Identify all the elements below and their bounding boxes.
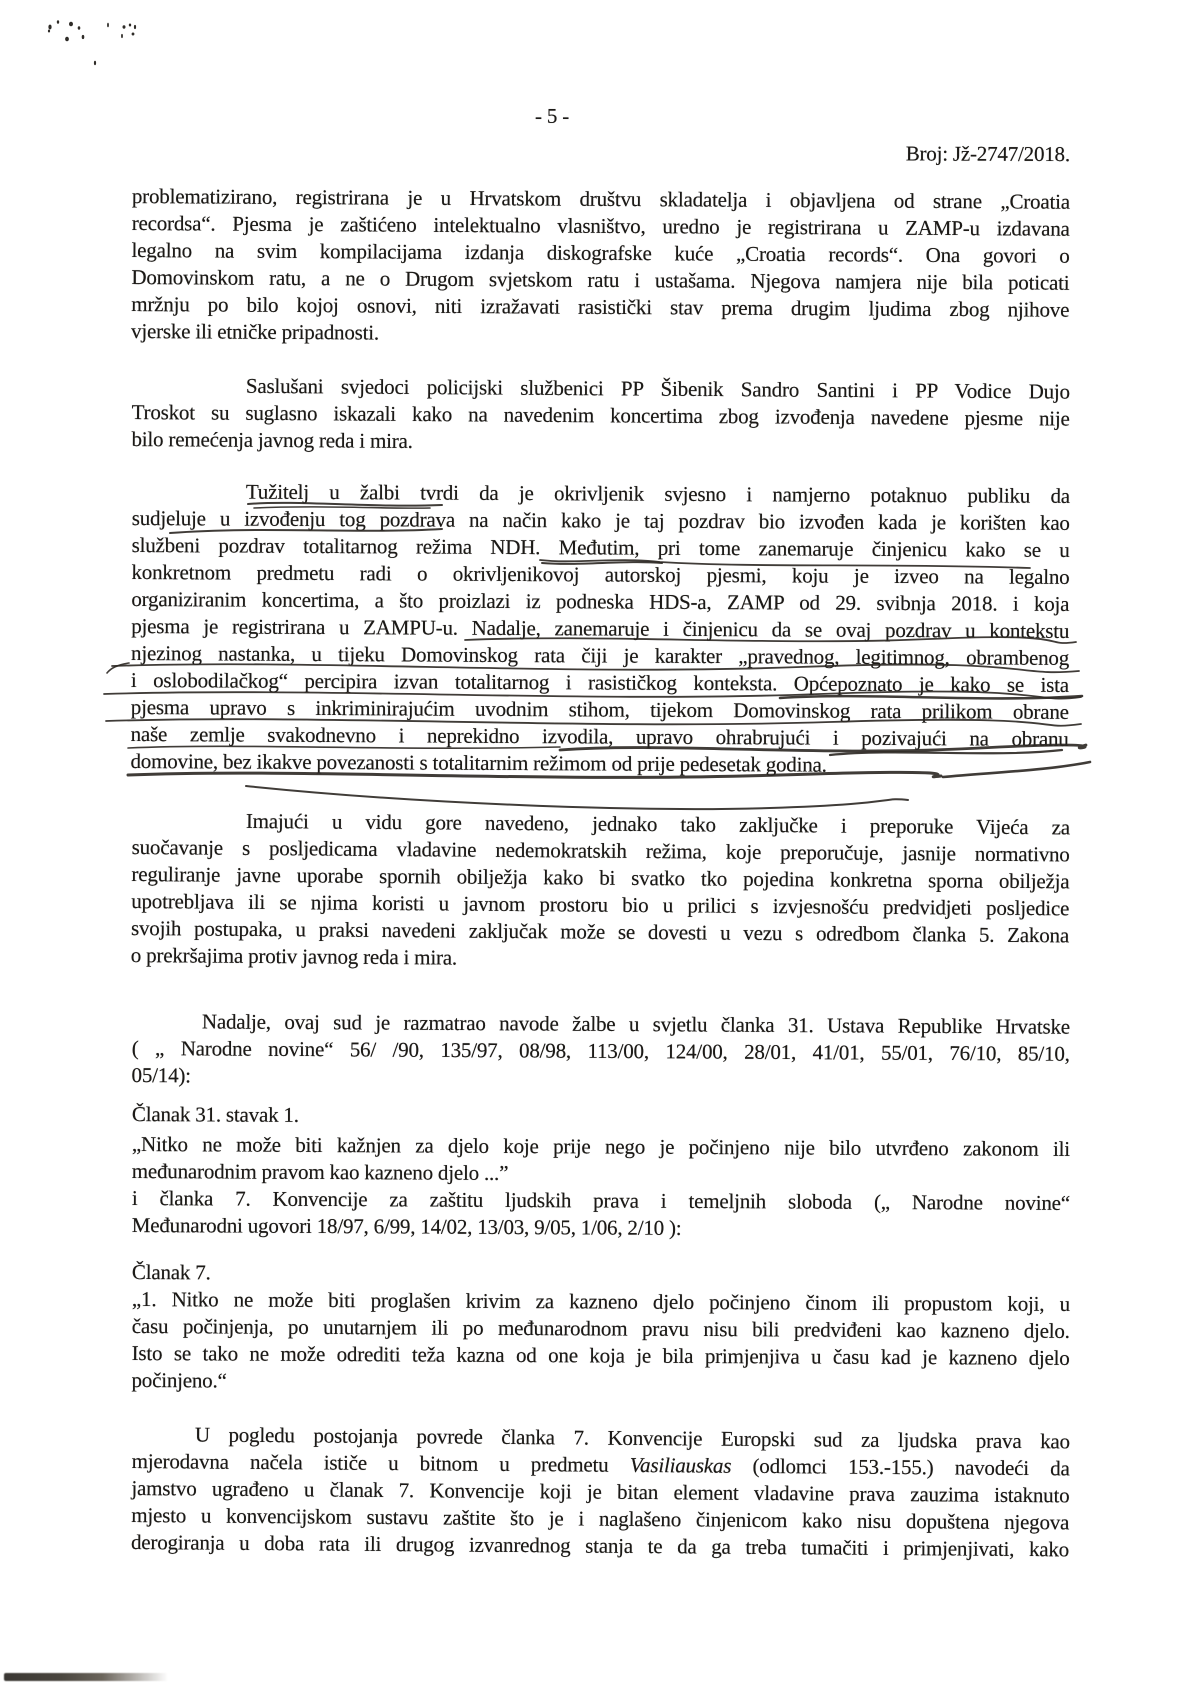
text-line: jamstvo ugrađeno u članak 7. Konvencije koji je bitan element vladavine prava zauzima istaknuto (131, 1475, 1070, 1508)
text-line: konkretnom predmetu radi o okrivljenikovoj autorskoj pjesmi, koju je izveo na legalno (131, 559, 1070, 589)
text-line: i članka 7. Konvencije za zaštitu ljudskih prava i temeljnih sloboda („ Narodne novine“ (131, 1186, 1070, 1215)
text-line: Saslušani svjedoci policijski službenici PP Šibenik Sandro Santini i PP Vodice Dujo (245, 373, 1070, 404)
article-31-heading: Članak 31. stavak 1. (131, 1102, 299, 1127)
text-line: Isto se tako ne može odrediti teža kazna od one koja je bila primjenjiva u času kad je kazneno djelo (131, 1340, 1070, 1370)
text-line: službeni pozdrav totalitarnog režima NDH. Međutim, pri tome zanemaruje činjenicu kako se u (131, 532, 1070, 562)
text-line: času počinjenja, po unutarnjem ili po međunarodnom pravu nisu bili predviđeni kao kazneno djelo. (131, 1313, 1070, 1343)
text-line: mržnju po bilo kojoj osnovi, niti izražavati rasistički stav prema drugim ljudima zbog njihove (131, 291, 1070, 322)
text-line: pjesma upravo s inkriminirajućim uvodnim stihom, tijekom Domovinskog rata prilikom obrane (130, 694, 1069, 724)
text-line: 05/14): (131, 1062, 191, 1088)
paragraph-echr-vasiliauskas (131, 1421, 1070, 1563)
page-number: - 5 - (535, 104, 569, 128)
text-line: problematizirano, registrirana je u Hrvatskom društvu skladatelja i objavljena od strane „Croatia (131, 183, 1070, 214)
text-line: legalno na svim kompilacijama izdanja diskografske kuće „Croatia records“. Ona govori o (131, 237, 1070, 268)
paragraph-council-recommendations (131, 807, 1070, 976)
text-line: njezinog nastanka, u tijeku Domovinskog rata čiji je karakter „pravednog, legitimnog, obrambenog (131, 640, 1070, 670)
text-line: sudjeluje u izvođenju tog pozdrava na način kako je taj pozdrav bio izvođen kada je korišten kao (131, 505, 1070, 535)
scan-smudge (4, 1673, 168, 1681)
article-7-quote (131, 1286, 1070, 1399)
paragraph-song-registration (131, 183, 1070, 351)
article-7-heading: Članak 7. (131, 1260, 211, 1285)
text-line: organiziranim koncertima, a što proizlazi iz podneska HDS-a, ZAMP od 29. svibnja 2018. i koja (131, 586, 1070, 616)
text-line: i oslobodilačkog“ percipira izvan totalitarnog i rasističkog konteksta. Općepoznato je kako se ista (130, 667, 1069, 697)
text-line: suočavanje s posljedicama vladavine nedemokratskih režima, koje preporučuje, jasnije normativno (131, 834, 1070, 867)
text-line: upotrebljava ili se njima koristi u javnom prostoru bio u prilici s izvjesnošću predvidjeti posljedice (131, 888, 1070, 921)
case-name-italic: Vasiliauskas (629, 1452, 732, 1478)
text-line: reguliranje javne uporabe spornih obilježja kako bi svatko tko pojedina konkretna sporna obilježja (131, 861, 1070, 894)
text-column (130, 0, 1070, 1562)
ink-specks (48, 20, 136, 65)
text-line: svojih postupaka, u praksi navedeni zaključak može se dovesti u vezu s odredbom članka 5. Zakona (130, 915, 1070, 948)
text-line: Međunarodni ugovori 18/97, 6/99, 14/02, 13/03, 9/05, 1/06, 2/10 ): (131, 1212, 682, 1240)
text-line: domovine, bez ikakve povezanosti s totalitarnim režimom od prije pedesetak godina. (130, 748, 827, 777)
text-line: bilo remećenja javnog reda i mira. (131, 426, 413, 453)
case-number: Broj: Jž-2747/2018. (905, 141, 1070, 167)
text-line: „1. Nitko ne može biti proglašen krivim za kazneno djelo počinjeno činom ili propustom koji, u (131, 1287, 1070, 1316)
text-line: vjerske ili etničke pripadnosti. (131, 318, 380, 345)
text-line: „Nitko ne može biti kažnjen za djelo koje prije nego je počinjeno nije bilo utvrđeno zakonom ili (131, 1132, 1070, 1161)
text-line: Nadalje, ovaj sud je razmatrao navode žalbe u svjetlu članka 31. Ustava Republike Hrvatske (201, 1009, 1070, 1039)
text-line: Domovinskom ratu, a ne o Drugom svjetskom ratu i ustašama. Njegova namjera nije bila poticati (131, 264, 1070, 295)
text-line: derogiranja u doba rata ili drugog izvanrednog stanja te da ga treba tumačiti i primjenjivati, kako (130, 1529, 1070, 1562)
text-line: o prekršajima protiv javnog reda i mira. (130, 942, 458, 970)
text-line: U pogledu postojanja povrede članka 7. Konvencije Europski sud za ljudska prava kao (194, 1422, 1070, 1454)
text-line: Imajući u vidu gore navedeno, jednako tako zaključke i preporuke Vijeća za (245, 808, 1070, 840)
text-line: Tužitelj u žalbi tvrdi da je okrivljenik svjesno i namjerno potaknuo publiku da (245, 479, 1070, 508)
text-line: međunarodnim pravom kao kazneno djelo ...” (131, 1158, 509, 1185)
text-line: pjesma je registrirana u ZAMPU-u. Nadalje, zanemaruje i činjenicu da se ovaj pozdrav u kontekstu (131, 613, 1070, 643)
text-line: Troskot su suglasno iskazali kako na navedenim koncertima zbog izvođenja navedene pjesme nije (131, 399, 1070, 431)
text-line: mjesto u konvencijskom sustavu zaštite što je i naglašeno činjenicom kako nisu dopuštena njegova (131, 1502, 1070, 1535)
text-line: recordsa“. Pjesma je zaštićeno intelektualno vlasništvo, uredno je registrirana u ZAMP-u izdavana (131, 210, 1070, 241)
paragraph-article-31-intro (132, 1008, 1070, 1095)
text-line: počinjeno.“ (131, 1367, 227, 1393)
text-line: ( „ Narodne novine“ 56/ /90, 135/97, 08/98, 113/00, 124/00, 28/01, 41/01, 55/01, 76/10, 85/10, (131, 1035, 1070, 1066)
article-31-quote (132, 1131, 1070, 1190)
paragraph-appeal-argument (130, 478, 1070, 780)
paragraph-witness-statements (131, 372, 1070, 460)
text-line: mjerodavna načela ističe u bitnom u predmetu Vasiliauskas (odlomci 153.-155.) navodeći da (131, 1448, 1070, 1481)
article-7-reference (132, 1185, 1070, 1244)
text-line: naše zemlje svakodnevno i neprekidno izvodila, upravo ohrabrujući i pozivajući na obranu (130, 721, 1069, 751)
